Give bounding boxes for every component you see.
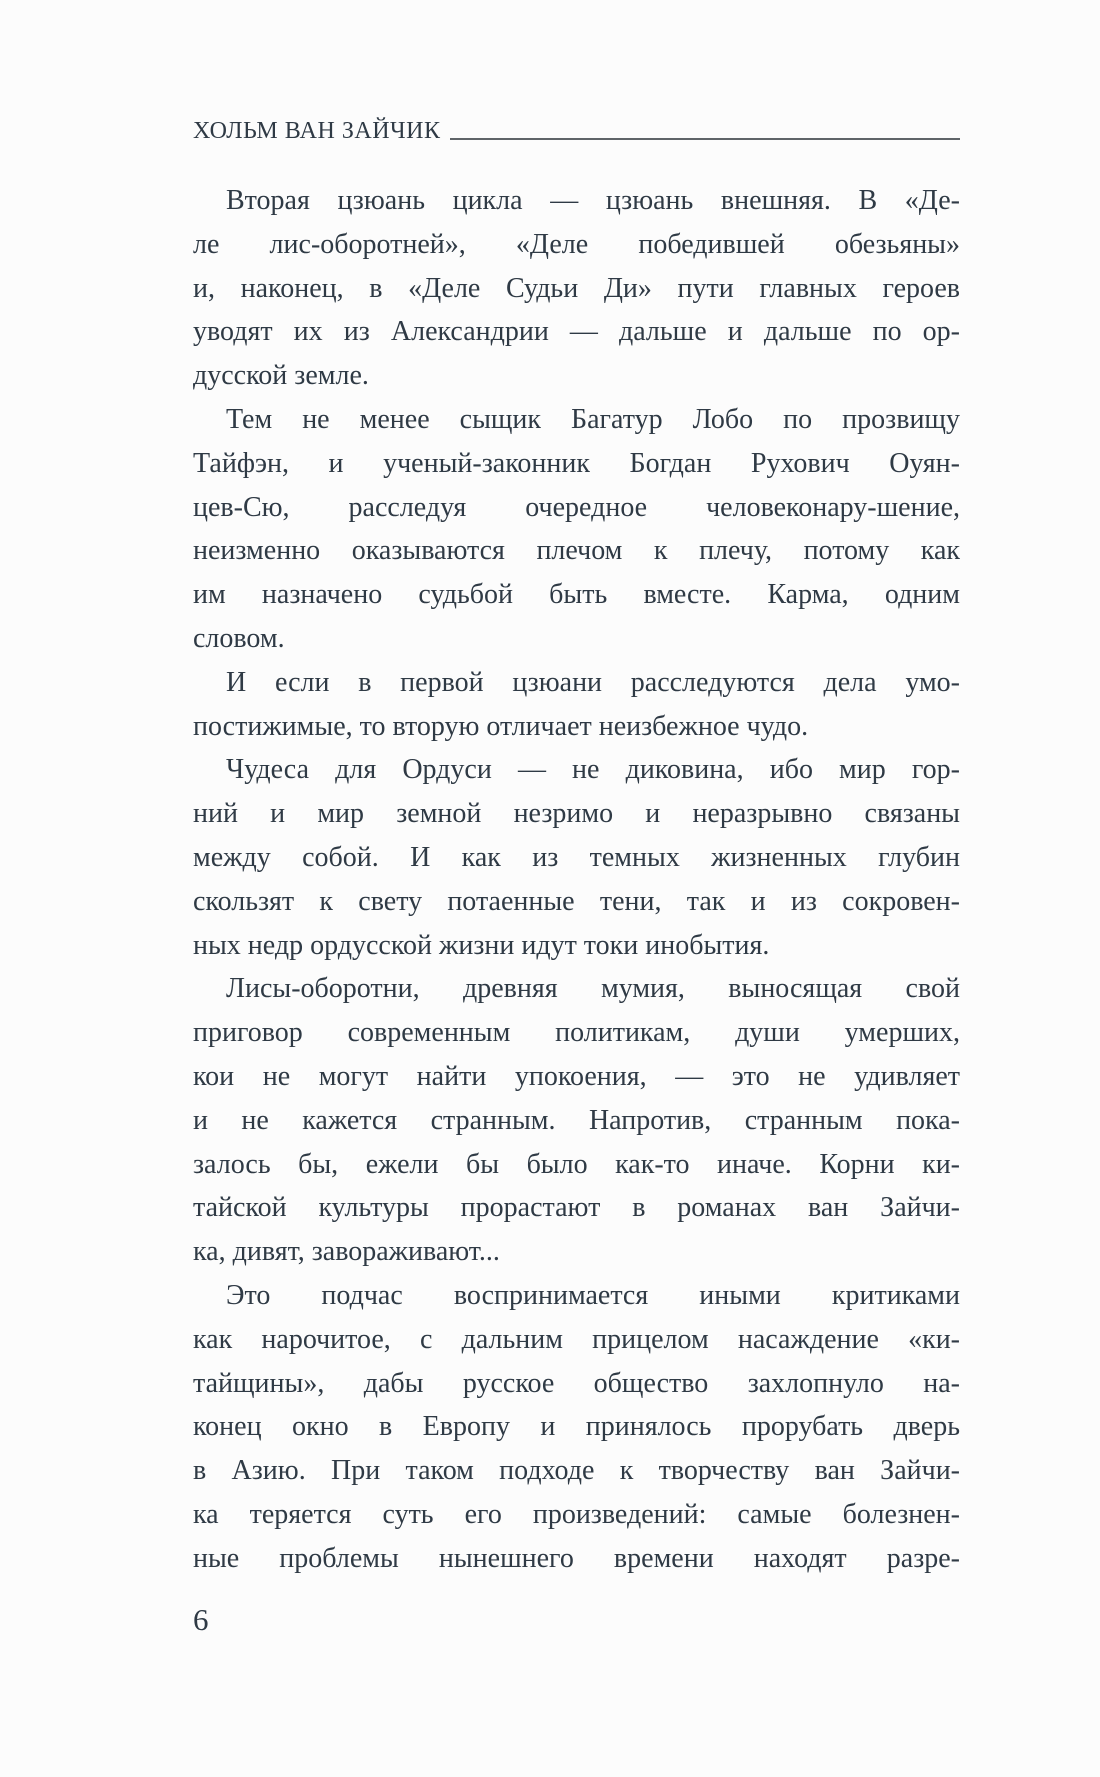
text-line: ка теряется суть его произведений: самые болезнен- [193,1498,960,1530]
text-line: как нарочитое, с дальним прицелом насаждение «ки- [193,1323,960,1355]
text-line: неизменно оказываются плечом к плечу, потому как [193,535,960,567]
text-line: постижимые, то вторую отличает неизбежное чудо. [193,710,809,742]
text-line: цев-Сю, расследуя очередное человеконару-шение, [193,491,960,523]
paragraph [193,1274,960,1581]
text-line: Вторая цзюань цикла — цзюань внешняя. В «Де- [226,185,960,216]
text-line: и, наконец, в «Деле Судьи Ди» пути главных героев [193,272,960,304]
text-line: Чудеса для Ордуси — не диковина, ибо мир гор- [226,754,960,786]
text-line: им назначено судьбой быть вместе. Карма, одним [193,579,960,611]
text-line: в Азию. При таком подходе к творчеству ван Зайчи- [193,1455,960,1487]
text-line: ных недр ордусской жизни идут токи инобытия. [193,929,770,961]
text-line: кои не могут найти упокоения, — это не удивляет [193,1060,960,1092]
text-line: Это подчас воспринимается иными критиками [226,1279,960,1311]
running-head-author: ХОЛЬМ ВАН ЗАЙЧИК [193,118,441,144]
text-line: словом. [193,622,285,654]
text-line: Тайфэн, и ученый-законник Богдан Рухович Оуян- [193,447,960,479]
text-line: между собой. И как из темных жизненных глубин [193,841,960,873]
paragraph [193,398,960,661]
paragraph [193,748,960,967]
body-text [193,179,960,1581]
page-number: 6 [193,1602,209,1637]
text-line: ные проблемы нынешнего времени находят разре- [193,1542,960,1574]
text-line: Тем не менее сыщик Багатур Лобо по прозвищу [226,403,960,435]
text-line: тайской культуры прорастают в романах ван Зайчи- [193,1192,960,1224]
text-line: уводят их из Александрии — дальше и дальше по ор- [193,316,960,348]
text-line: ний и мир земной незримо и неразрывно связаны [193,798,960,830]
page-header [193,118,960,144]
text-line: скользят к свету потаенные тени, так и из сокровен- [193,885,960,917]
text-line: ка, дивят, завораживают... [193,1236,500,1268]
text-line: ле лис-оборотней», «Деле победившей обезьяны» [193,228,960,260]
text-line: дусской земле. [193,360,369,392]
text-line: Лисы-оборотни, древняя мумия, выносящая свой [226,973,960,1005]
paragraph [193,179,960,398]
paragraph [193,967,960,1274]
paragraph [193,661,960,749]
text-line: тайщины», дабы русское общество захлопнуло на- [193,1367,960,1399]
header-rule [450,138,960,140]
text-line: и не кажется странным. Напротив, странным пока- [193,1104,960,1136]
text-line: И если в первой цзюани расследуются дела умо- [226,666,960,698]
text-line: конец окно в Европу и принялось прорубать дверь [193,1411,960,1443]
text-line: приговор современным политикам, души умерших, [193,1017,960,1049]
text-line: залось бы, ежели бы было как-то иначе. Корни ки- [193,1148,960,1180]
